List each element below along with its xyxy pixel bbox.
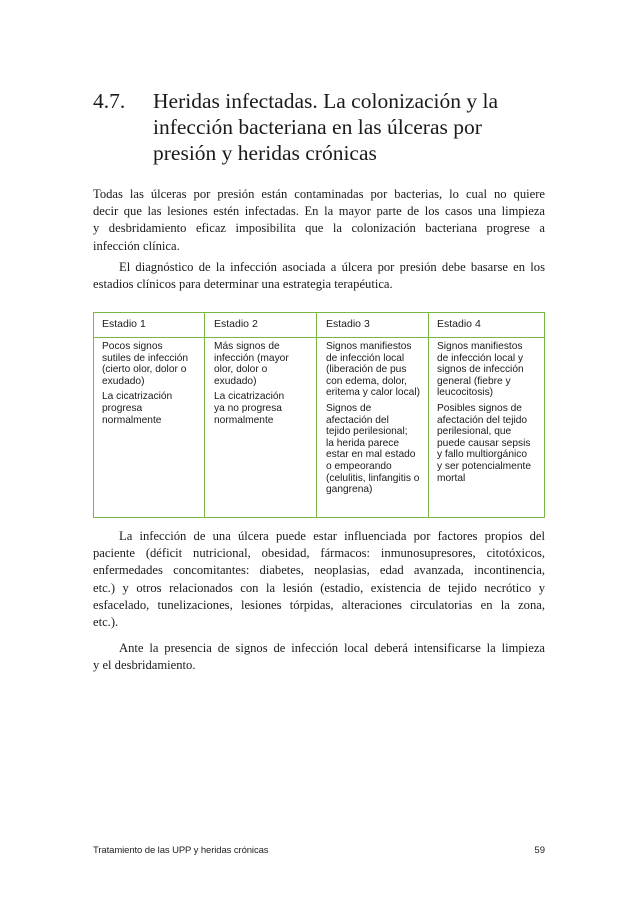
- table-header-cell: Estadio 4: [437, 318, 481, 330]
- page-number: 59: [534, 845, 545, 856]
- cell-line: la herida parece: [326, 437, 400, 449]
- cell-line: leucocitosis): [437, 387, 494, 399]
- paragraph-intro: [93, 186, 545, 255]
- cell-line: ya no progresa: [214, 402, 282, 414]
- cell-line: tejido perilesional;: [326, 426, 408, 438]
- paragraph-factors: [93, 528, 545, 631]
- table-cell: [102, 391, 212, 426]
- section-title-line: presión y heridas crónicas: [153, 141, 377, 165]
- paragraph-line: esfacelado, tunelizaciones, lesiones tórpidas, alteraciones circulatorias en la zona,: [93, 597, 545, 612]
- cell-line: (cierto olor, dolor o: [102, 364, 187, 376]
- infection-stage-table: [93, 312, 545, 518]
- cell-line: Pocos signos: [102, 341, 163, 352]
- cell-line: Posibles signos de: [437, 402, 522, 414]
- paragraph-line: y desbridamiento eficaz imposibilita que la colonización bacteriana progrese a: [93, 221, 545, 236]
- paragraph-line: etc.).: [93, 615, 119, 630]
- paragraph-line: enfermedades concomitantes: diabetes, neoplasias, edad avanzada, incontinencia,: [93, 563, 545, 578]
- paragraph-line: infección clínica.: [93, 238, 180, 253]
- cell-line: gangrena): [326, 484, 373, 496]
- table-cell: [102, 341, 212, 387]
- cell-line: Más signos de: [214, 341, 280, 352]
- cell-line: signos de infección: [437, 364, 524, 376]
- cell-line: normalmente: [102, 414, 162, 426]
- paragraph-line: etc.) y otros relacionados con la lesión (estadio, existencia de tejido necrótico y: [93, 580, 545, 595]
- cell-line: (celulitis, linfangitis o: [326, 472, 420, 484]
- cell-line: sutiles de infección: [102, 352, 189, 364]
- table-cell: [437, 341, 547, 399]
- cell-line: (liberación de pus: [326, 364, 407, 376]
- cell-line: estar en mal estado: [326, 449, 416, 461]
- table-cell: [326, 403, 436, 496]
- table-header-cell: Estadio 1: [102, 318, 146, 330]
- cell-line: y ser potencialmente: [437, 460, 532, 472]
- stage-column-3: [326, 341, 436, 500]
- cell-line: olor, dolor o: [214, 364, 268, 376]
- cell-line: La cicatrización: [102, 391, 173, 403]
- paragraph-line: Ante la presencia de signos de infección local deberá intensificarse la limpieza: [119, 641, 545, 655]
- footer-title: Tratamiento de las UPP y heridas crónicas: [93, 845, 269, 856]
- paragraph-line: estadios clínicos para determinar una estrategia terapéutica.: [93, 277, 393, 292]
- cell-line: de infección local: [326, 352, 405, 364]
- cell-line: general (fiebre y: [437, 375, 511, 387]
- paragraph-line: El diagnóstico de la infección asociada a úlcera por presión debe basarse en los: [119, 260, 545, 274]
- cell-line: exudado): [102, 375, 145, 387]
- stage-column-1: [102, 341, 212, 430]
- paragraph-line: Todas las úlceras por presión están contaminadas por bacterias, lo cual no quiere: [93, 187, 545, 201]
- section-number: 4.7.: [93, 89, 126, 113]
- cell-line: o empeorando: [326, 460, 392, 472]
- paragraph-line: La infección de una úlcera puede estar influenciada por factores propios del: [119, 529, 545, 543]
- paragraph-line: paciente (déficit nutricional, obesidad, fármacos: inmunosupresores, citotóxicos,: [93, 546, 545, 561]
- table-header-row: [94, 313, 544, 338]
- table-cell: [437, 403, 547, 484]
- cell-line: exudado): [214, 375, 257, 387]
- cell-line: perilesional, que: [437, 426, 512, 438]
- table-header-cell: Estadio 2: [214, 318, 258, 330]
- table-cell: [326, 341, 436, 399]
- cell-line: La cicatrización: [214, 391, 285, 403]
- cell-line: normalmente: [214, 414, 274, 426]
- section-title-line: Heridas infectadas. La colonización y la: [153, 89, 499, 113]
- cell-line: puede causar sepsis: [437, 437, 531, 449]
- cell-line: con edema, dolor,: [326, 375, 407, 387]
- cell-line: afectación del: [326, 414, 389, 426]
- cell-line: Signos de: [326, 402, 372, 414]
- cell-line: mortal: [437, 472, 466, 484]
- cell-line: infección (mayor: [214, 352, 289, 364]
- paragraph-line: y el desbridamiento.: [93, 658, 196, 673]
- table-header-cell: Estadio 3: [326, 318, 370, 330]
- paragraph-local-signs: [93, 640, 545, 674]
- paragraph-line: decir que las lesiones estén infectadas. En la mayor parte de los casos una limpieza: [93, 204, 545, 219]
- cell-line: eritema y calor local): [326, 387, 420, 399]
- cell-line: progresa: [102, 402, 143, 414]
- cell-line: de infección local y: [437, 352, 524, 364]
- table-cell: [214, 341, 324, 387]
- stage-column-2: [214, 341, 324, 430]
- stage-column-4: [437, 341, 547, 488]
- cell-line: Signos manifiestos: [437, 341, 523, 352]
- cell-line: y fallo multiorgánico: [437, 449, 528, 461]
- paragraph-diagnosis: [93, 259, 545, 293]
- section-title: [153, 88, 563, 166]
- cell-line: afectación del tejido: [437, 414, 528, 426]
- section-title-line: infección bacteriana en las úlceras por: [153, 115, 482, 139]
- cell-line: Signos manifiestos: [326, 341, 412, 352]
- table-cell: [214, 391, 324, 426]
